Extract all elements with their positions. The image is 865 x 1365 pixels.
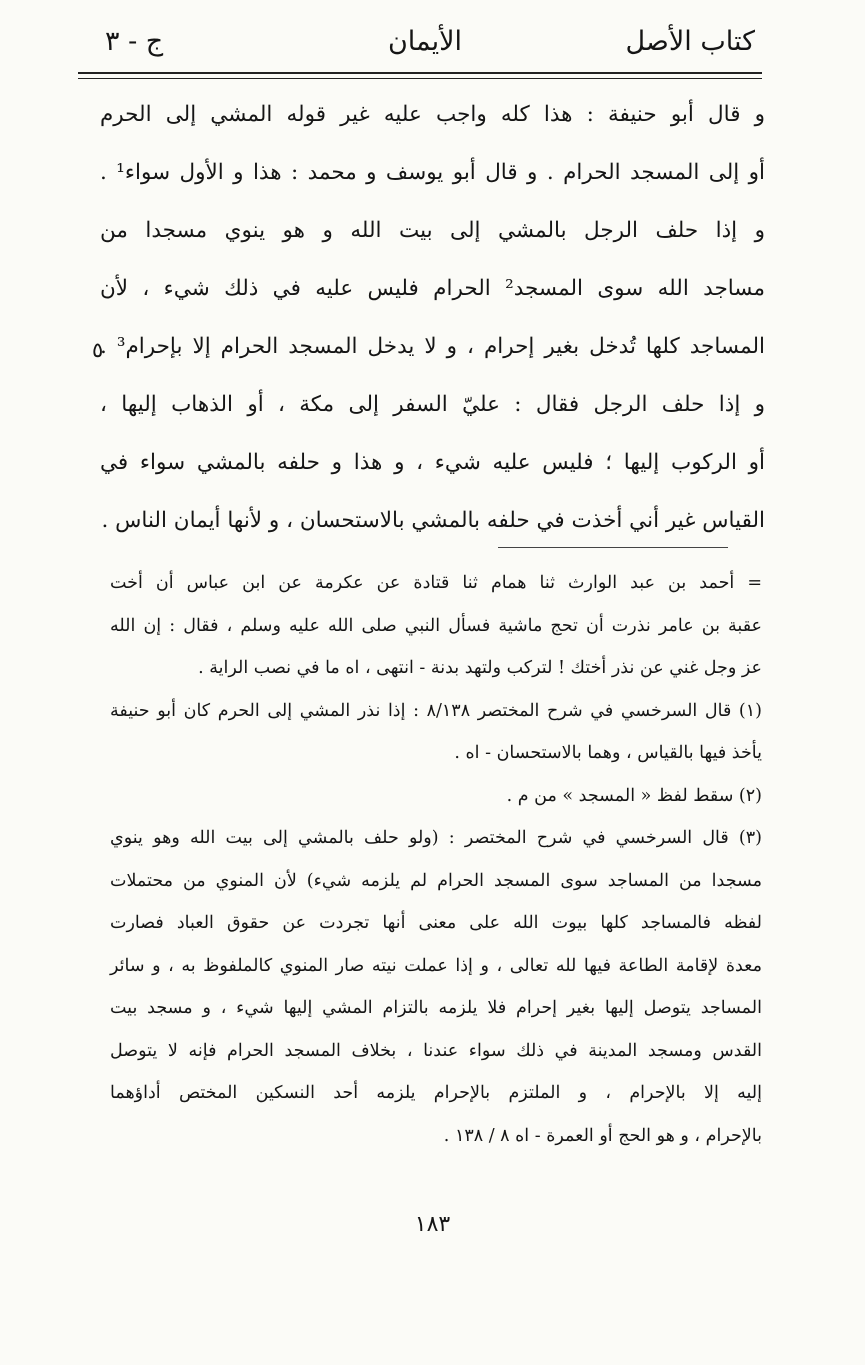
text-line: و قال أبو حنيفة : هذا كله واجب عليه غير قوله المشي إلى الحرم	[100, 102, 765, 127]
text-line: القياس غير أني أخذت في حلفه بالمشي بالاستحسان ، و لأنها أيمان الناس .	[101, 508, 765, 533]
footnote-line: إليه إلا بالإحرام ، و الملتزم بالإحرام يلزمه أحد النسكين المختص أداؤهما	[110, 1083, 762, 1103]
footnote-line: (٢) سقط لفظ « المسجد » من م .	[506, 785, 762, 806]
footnote-line: معدة لإقامة الطاعة فيها لله تعالى ، و إذا عملت نيته صار المنوي كالملفوظ به ، و سائر	[110, 955, 762, 976]
footnote-line: المساجد يتوصل إليها بغير إحرام فلا يلزمه بالتزام المشي إليها شيء ، و مسجد بيت	[110, 998, 762, 1018]
page-number: ١٨٣	[414, 1212, 451, 1237]
header-rule-top	[78, 72, 762, 74]
footnote-line: (٣) قال السرخسي في شرح المختصر : (ولو حلف بالمشي إلى بيت الله وهو ينوي	[110, 828, 762, 848]
text-line: أو إلى المسجد الحرام . و قال أبو يوسف و محمد : هذا و الأول سواء¹ .	[100, 160, 765, 185]
book-title: كتاب الأصل	[625, 26, 755, 57]
chapter-title: الأيمان	[387, 26, 463, 57]
footnote-line: لفظه فالمساجد كلها بيوت الله على معنى أنها تجردت عن حقوق العباد فصارت	[110, 913, 762, 933]
line-number-marker: ٥	[92, 338, 104, 362]
footnote-line: القدس ومسجد المدينة في ذلك سواء عندنا ، بخلاف المسجد الحرام فإنه لا يتوصل	[110, 1040, 762, 1061]
footnote-line: مسجدا من المساجد سوى المسجد الحرام لم يلزمه شيء) لأن المنوي من محتملات	[110, 870, 762, 891]
text-line: أو الركوب إليها ؛ فليس عليه شيء ، و هذا و حلفه بالمشي سواء في	[100, 450, 765, 475]
text-line: المساجد كلها تُدخل بغير إحرام ، و لا يدخل المسجد الحرام إلا بإحرام³ .	[100, 334, 766, 359]
footnote-line: يأخذ فيها بالقياس ، وهما بالاستحسان - اه .	[454, 743, 762, 763]
footnote-line: = أحمد بن عبد الوارث ثنا همام ثنا قتادة عن عكرمة عن ابن عباس أن أخت	[110, 573, 762, 593]
text-line: و إذا حلف الرجل بالمشي إلى بيت الله و هو ينوي مسجدا من	[100, 218, 765, 243]
footnotes	[110, 562, 762, 1157]
header-rule-bottom	[78, 78, 762, 79]
footnote-line: عز وجل غني عن نذر أختك ! لتركب ولتهد بدنة - انتهى ، اه ما في نصب الراية .	[198, 658, 762, 678]
running-header	[95, 14, 755, 64]
footnote-line: بالإحرام ، و هو الحج أو العمرة - اه ٨ / ١٣٨ .	[443, 1125, 762, 1146]
volume-number: ج - ٣	[105, 26, 164, 57]
text-line: مساجد الله سوى المسجد² الحرام فليس عليه في ذلك شيء ، لأن	[100, 276, 765, 301]
footnote-separator	[498, 547, 728, 548]
footnote-line: عقبة بن عامر نذرت أن تحج ماشية فسأل النبي صلى الله عليه وسلم ، فقال : إن الله	[110, 615, 762, 636]
main-text	[100, 86, 765, 550]
footnote-line: (١) قال السرخسي في شرح المختصر ٨/١٣٨ : إذا نذر المشي إلى الحرم كان أبو حنيفة	[110, 700, 762, 721]
text-line: و إذا حلف الرجل فقال : عليّ السفر إلى مكة ، أو الذهاب إليها ،	[100, 392, 765, 417]
